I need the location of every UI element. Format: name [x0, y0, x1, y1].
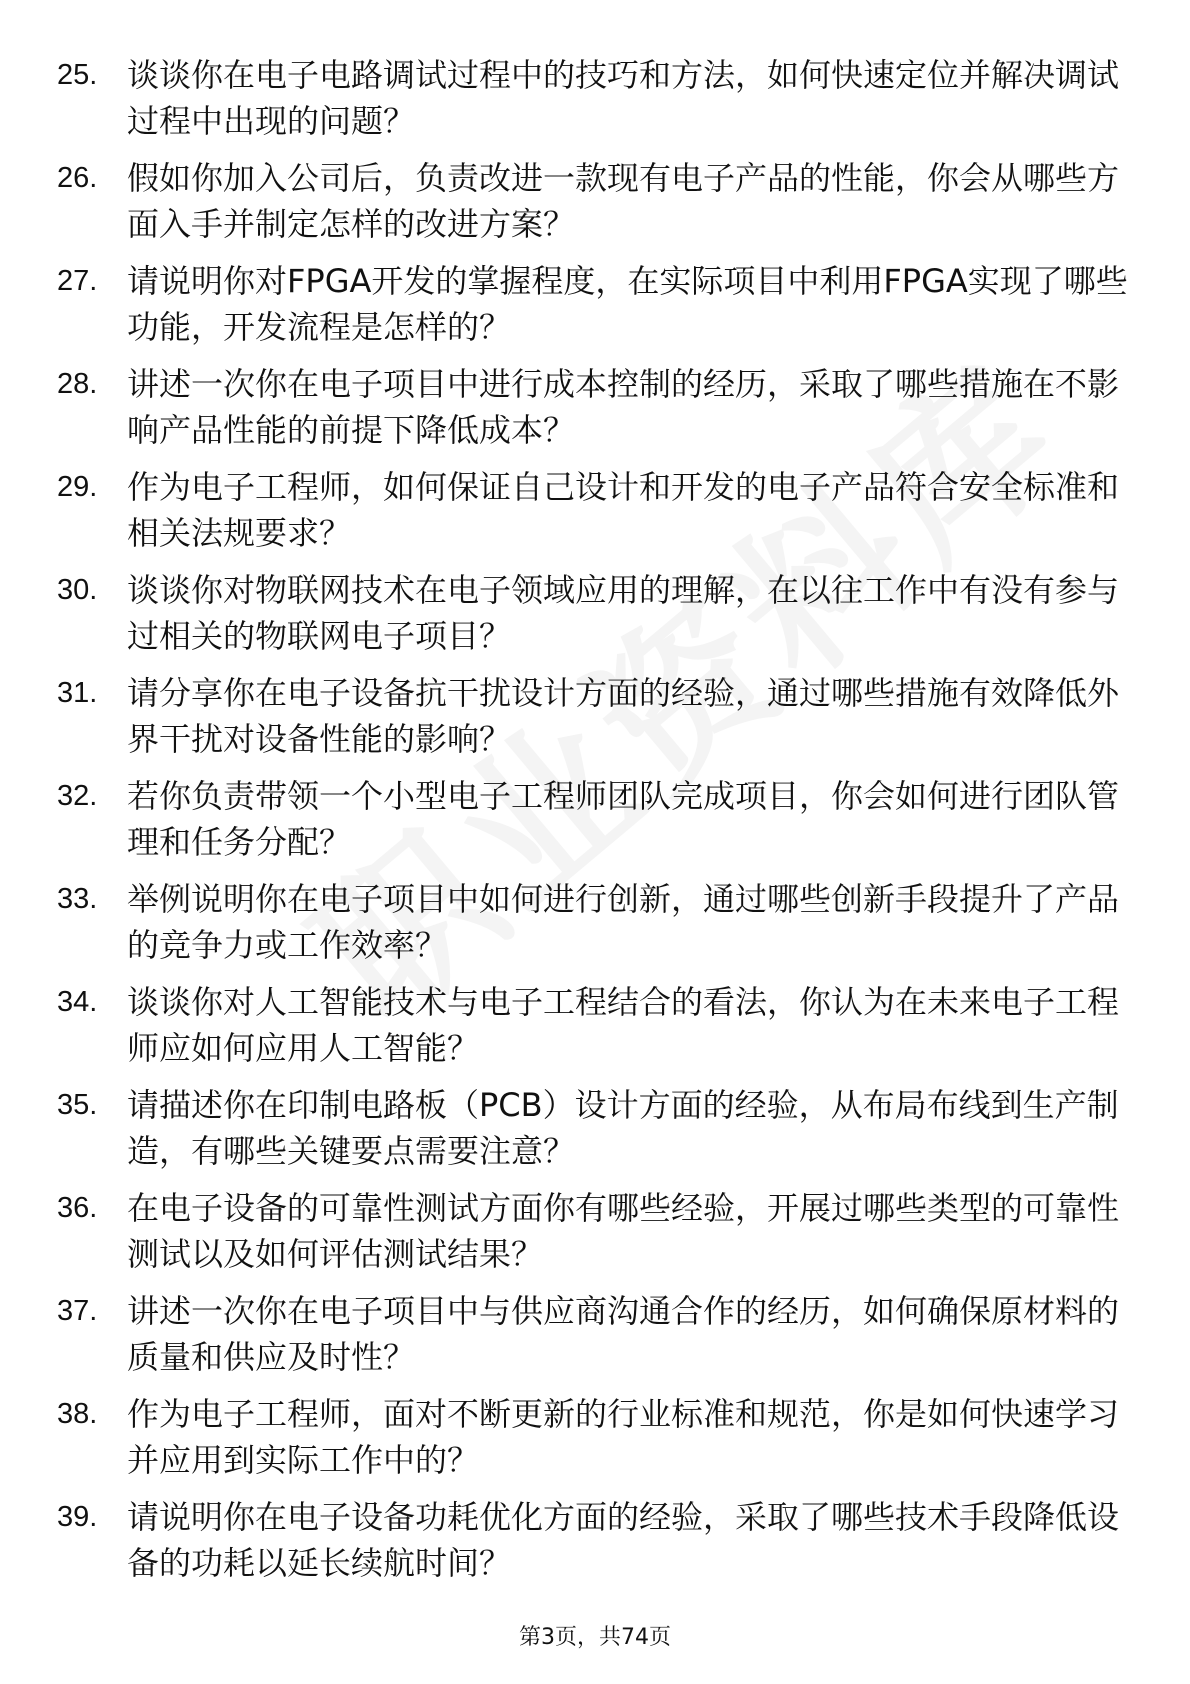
- question-number: 32.: [57, 780, 98, 812]
- question-text: 谈谈你对物联网技术在电子领域应用的理解，在以往工作中有没有参与过相关的物联网电子项目？: [127, 571, 1120, 655]
- question-item: [0, 876, 1190, 979]
- question-number: 39.: [57, 1501, 98, 1533]
- question-text: 请说明你在电子设备功耗优化方面的经验，采取了哪些技术手段降低设备的功耗以延长续航时间？: [127, 1498, 1120, 1582]
- question-item: [0, 258, 1190, 361]
- question-list: [0, 52, 1190, 1597]
- question-text: 作为电子工程师，如何保证自己设计和开发的电子产品符合安全标准和相关法规要求？: [127, 468, 1120, 552]
- question-number: 35.: [57, 1089, 98, 1121]
- question-text: 假如你加入公司后，负责改进一款现有电子产品的性能，你会从哪些方面入手并制定怎样的改进方案？: [127, 159, 1120, 243]
- question-number: 26.: [57, 162, 98, 194]
- question-text: 谈谈你在电子电路调试过程中的技巧和方法，如何快速定位并解决调试过程中出现的问题？: [127, 56, 1120, 140]
- question-number: 25.: [57, 59, 98, 91]
- question-number: 36.: [57, 1192, 98, 1224]
- question-number: 29.: [57, 471, 98, 503]
- question-item: [0, 361, 1190, 464]
- question-number: 28.: [57, 368, 98, 400]
- question-text: 请描述你在印制电路板（PCB）设计方面的经验，从布局布线到生产制造，有哪些关键要点需要注意？: [127, 1086, 1119, 1170]
- question-text: 作为电子工程师，面对不断更新的行业标准和规范，你是如何快速学习并应用到实际工作中的？: [127, 1395, 1120, 1479]
- question-item: [0, 464, 1190, 567]
- question-item: [0, 1391, 1190, 1494]
- question-item: [0, 1494, 1190, 1597]
- question-item: [0, 979, 1190, 1082]
- question-number: 33.: [57, 883, 98, 915]
- question-number: 34.: [57, 986, 98, 1018]
- question-item: [0, 773, 1190, 876]
- question-text: 在电子设备的可靠性测试方面你有哪些经验，开展过哪些类型的可靠性测试以及如何评估测试结果？: [127, 1189, 1120, 1273]
- question-text: 谈谈你对人工智能技术与电子工程结合的看法，你认为在未来电子工程师应如何应用人工智能？: [127, 983, 1120, 1067]
- question-item: [0, 1185, 1190, 1288]
- question-number: 37.: [57, 1295, 98, 1327]
- question-item: [0, 1288, 1190, 1391]
- question-item: [0, 670, 1190, 773]
- question-number: 27.: [57, 265, 98, 297]
- question-text: 请说明你对FPGA开发的掌握程度，在实际项目中利用FPGA实现了哪些功能，开发流程是怎样的？: [127, 262, 1128, 346]
- question-text: 请分享你在电子设备抗干扰设计方面的经验，通过哪些措施有效降低外界干扰对设备性能的影响？: [127, 674, 1120, 758]
- question-item: [0, 1082, 1190, 1185]
- question-item: [0, 567, 1190, 670]
- question-text: 举例说明你在电子项目中如何进行创新，通过哪些创新手段提升了产品的竞争力或工作效率？: [127, 880, 1120, 964]
- question-number: 30.: [57, 574, 98, 606]
- question-item: [0, 52, 1190, 155]
- question-text: 讲述一次你在电子项目中与供应商沟通合作的经历，如何确保原材料的质量和供应及时性？: [127, 1292, 1120, 1376]
- question-number: 31.: [57, 677, 98, 709]
- page-number: 第3页，共74页: [519, 1625, 671, 1650]
- question-number: 38.: [57, 1398, 98, 1430]
- question-text: 讲述一次你在电子项目中进行成本控制的经历，采取了哪些措施在不影响产品性能的前提下降低成本？: [127, 365, 1120, 449]
- question-text: 若你负责带领一个小型电子工程师团队完成项目，你会如何进行团队管理和任务分配？: [127, 777, 1120, 861]
- question-item: [0, 155, 1190, 258]
